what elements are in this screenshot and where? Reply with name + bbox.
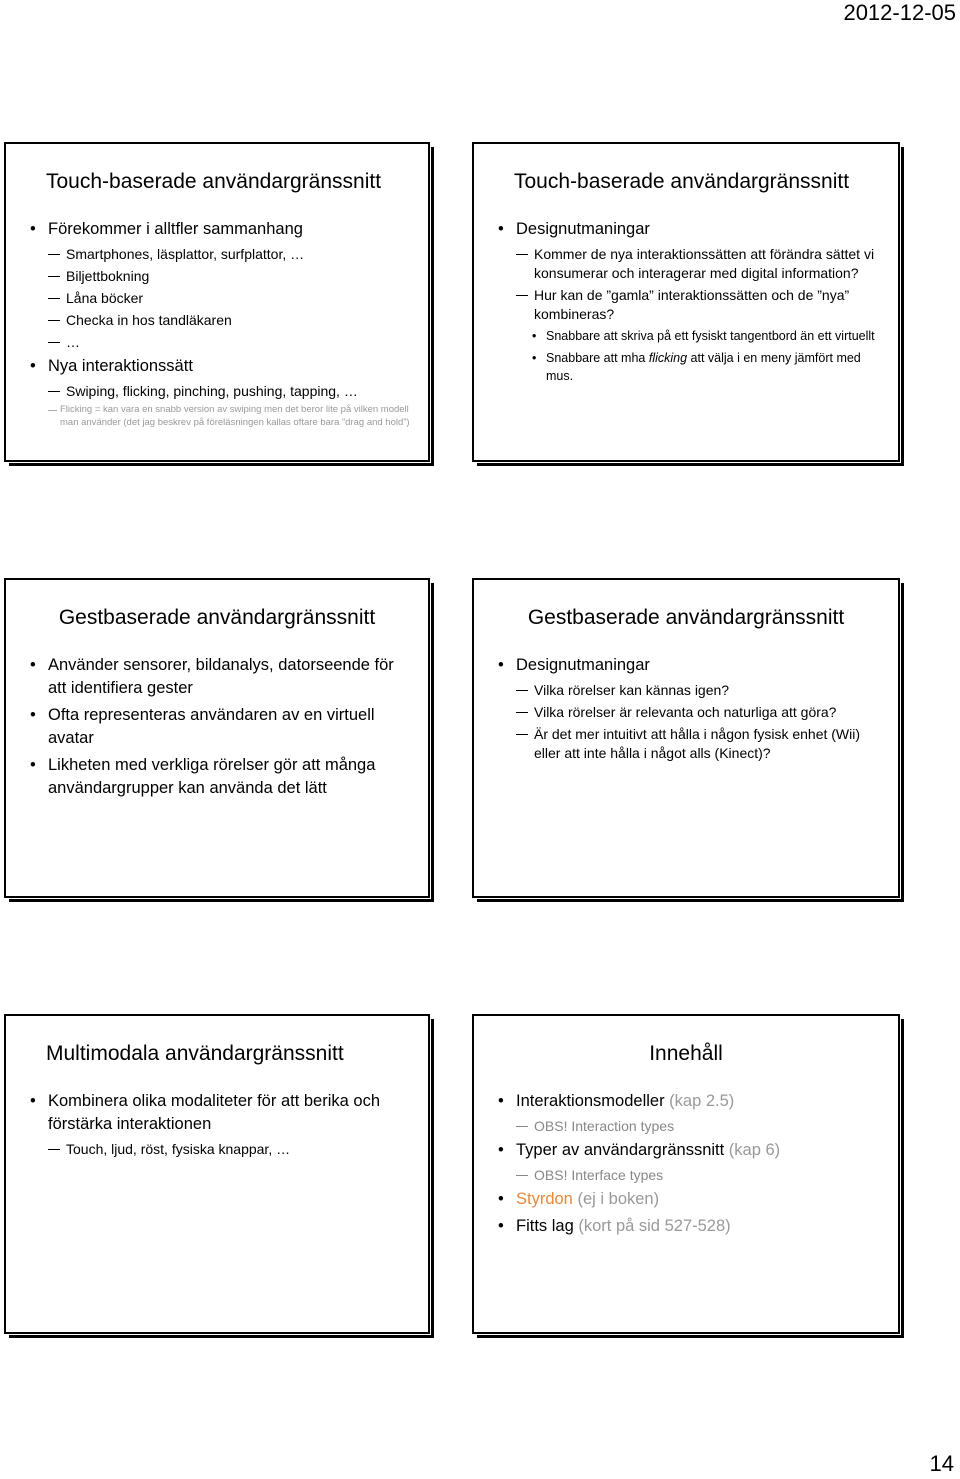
slide-title: Touch-baserade användargränssnitt: [46, 170, 382, 193]
sub-bullet: Är det mer intuitivt att hålla i någon fysisk enhet (Wii) eller att inte hålla i något alls (Kinect)?: [496, 725, 886, 763]
bullet: • Likheten med verkliga rörelser gör att många användargrupper kan använda det lätt: [28, 754, 416, 800]
sub-bullet: Smartphones, läsplattor, surfplattor, …: [28, 245, 416, 264]
sub-bullet: Checka in hos tandläkaren: [28, 311, 416, 330]
item-reference: (kort på sid 527-528): [578, 1217, 731, 1235]
item-reference: (ej i boken): [577, 1190, 660, 1208]
slide-multimodal: [4, 1014, 430, 1334]
sub-bullet: …: [28, 333, 416, 352]
slide-title: Multimodala användargränssnitt: [46, 1042, 344, 1065]
sub-sub-bullet: [496, 349, 886, 385]
slide-body: [496, 218, 886, 389]
text-part: att välja i en meny jämfört med mus.: [546, 351, 861, 383]
text-part: Snabbare att mha: [546, 351, 649, 365]
slide-body: [28, 218, 416, 429]
contents-sub-item: OBS! Interaction types: [496, 1117, 886, 1136]
sub-bullet: Touch, ljud, röst, fysiska knappar, …: [28, 1140, 416, 1159]
item-reference: (kap 6): [728, 1141, 781, 1159]
emphasis: flicking: [648, 351, 688, 365]
slide-title: Touch-baserade användargränssnitt: [514, 170, 850, 193]
sub-bullet: Vilka rörelser är relevanta och naturliga att göra?: [496, 703, 886, 722]
sub-bullet: Vilka rörelser kan kännas igen?: [496, 681, 886, 700]
item-label: Typer av användargränssnitt: [516, 1141, 725, 1159]
slide-body: [28, 1090, 416, 1162]
bullet: • Använder sensorer, bildanalys, datorseende för att identifiera gester: [28, 654, 416, 700]
page-date: 2012-12-05: [843, 0, 956, 25]
item-label: Interaktionsmodeller: [516, 1092, 665, 1110]
bullet: • Designutmaningar: [496, 218, 886, 241]
slide-contents: [472, 1014, 900, 1334]
contents-item: [496, 1090, 886, 1113]
sub-bullet: Biljettbokning: [28, 267, 416, 286]
slide-gest-1: [4, 578, 430, 898]
item-label: Fitts lag: [516, 1217, 574, 1235]
slide-body: [496, 654, 886, 766]
contents-item: [496, 1215, 886, 1238]
sub-sub-bullet: • Snabbare att skriva på ett fysiskt tangentbord än ett virtuellt: [496, 327, 886, 345]
item-label: Styrdon: [516, 1190, 573, 1208]
sub-bullet: Swiping, flicking, pinching, pushing, tapping, …: [28, 382, 416, 401]
note-text: Flicking = kan vara en snabb version av swiping men det beror lite på vilken modell man använder (det jag beskrev på föreläsningen kallas oftare bara ”drag and hold”): [28, 404, 416, 429]
bullet: • Designutmaningar: [496, 654, 886, 677]
sub-bullet: Kommer de nya interaktionssätten att förändra sättet vi konsumerar och interagerar med digital information?: [496, 245, 886, 283]
slide-body: [28, 654, 416, 804]
bullet: • Ofta representeras användaren av en virtuell avatar: [28, 704, 416, 750]
bullet: • Kombinera olika modaliteter för att berika och förstärka interaktionen: [28, 1090, 416, 1136]
contents-item: [496, 1188, 886, 1211]
contents-item: [496, 1139, 886, 1162]
slide-touch-1: [4, 142, 430, 462]
bullet: • Nya interaktionssätt: [28, 355, 416, 378]
sub-bullet: Låna böcker: [28, 289, 416, 308]
slide-gest-2: [472, 578, 900, 898]
bullet: • Förekommer i alltfler sammanhang: [28, 218, 416, 241]
contents-sub-item: OBS! Interface types: [496, 1166, 886, 1185]
item-reference: (kap 2.5): [669, 1092, 735, 1110]
sub-bullet: Hur kan de ”gamla” interaktionssätten och de ”nya” kombineras?: [496, 286, 886, 324]
slide-touch-2: [472, 142, 900, 462]
slide-body: [496, 1090, 886, 1242]
page-number: 14: [929, 1451, 954, 1476]
slide-title: Innehåll: [649, 1042, 723, 1065]
slide-title: Gestbaserade användargränssnitt: [58, 606, 376, 629]
slide-title: Gestbaserade användargränssnitt: [527, 606, 845, 629]
